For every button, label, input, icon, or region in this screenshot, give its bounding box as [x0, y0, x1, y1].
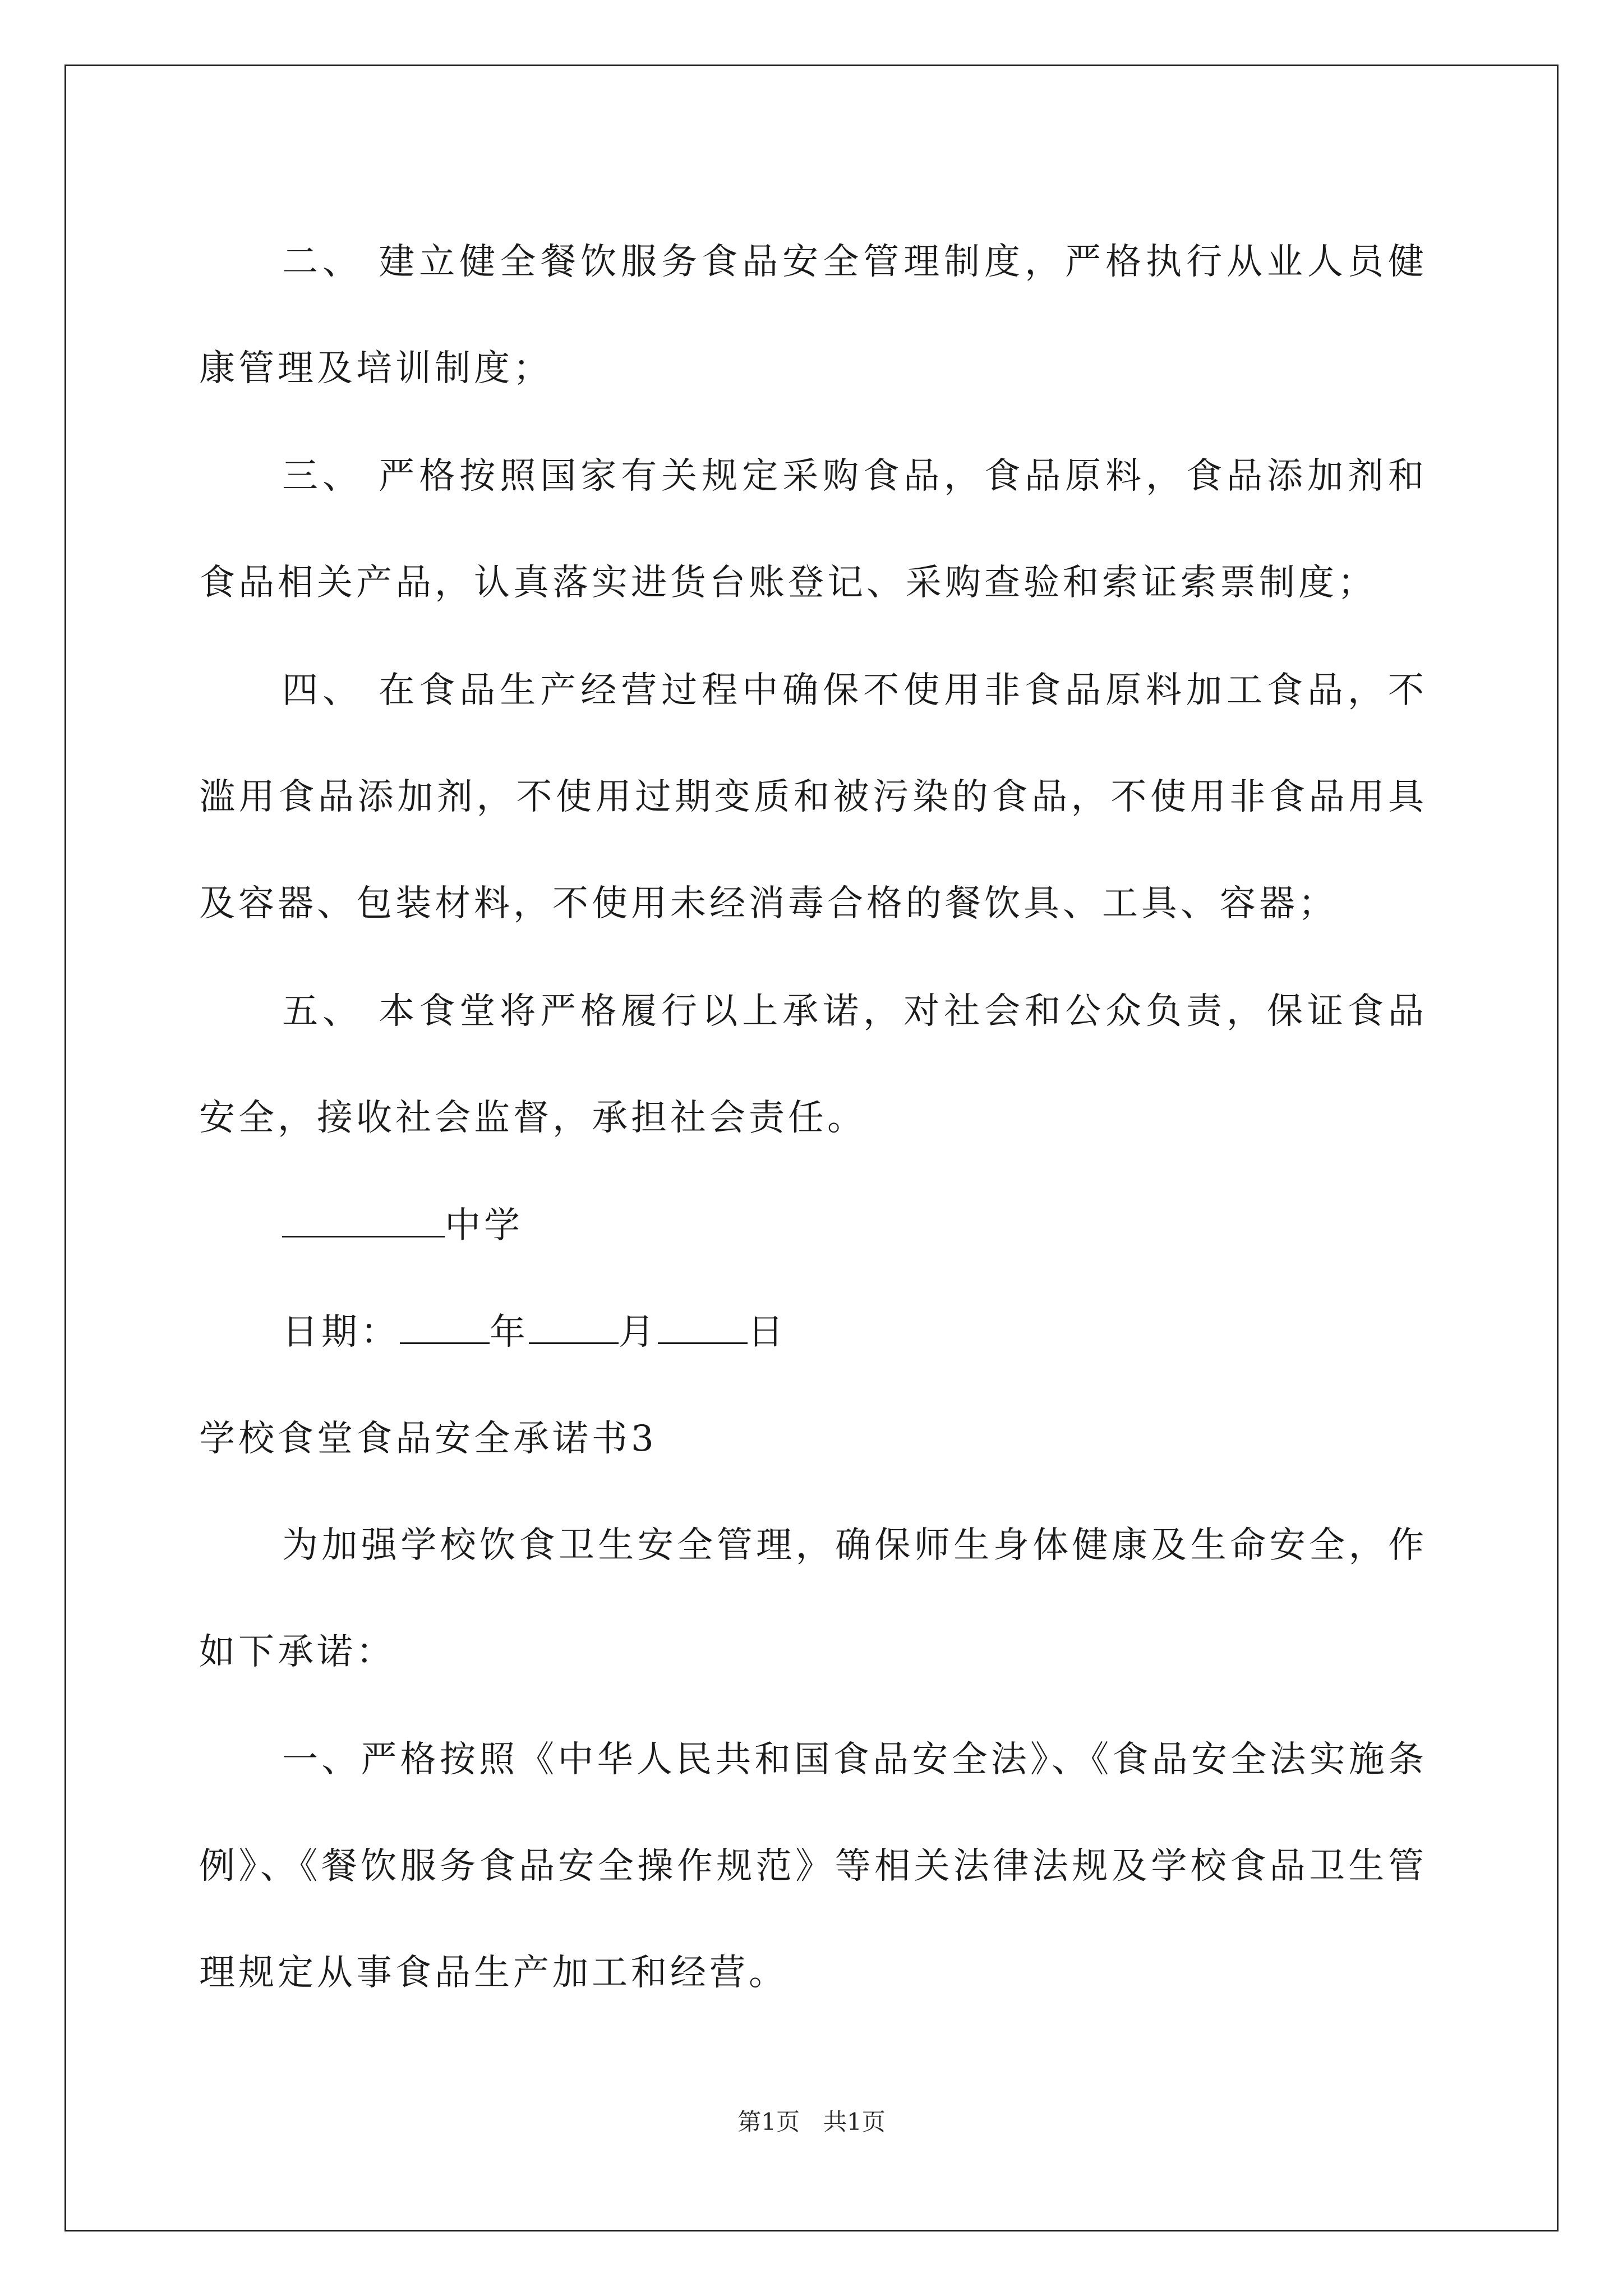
- paragraph-item-3: 三、 严格按照国家有关规定采购食品，食品原料，食品添加剂和食品相关产品，认真落实进货台账登记、采购查验和索证索票制度；: [199, 455, 1427, 604]
- month-blank: [529, 1311, 619, 1344]
- day-label: 日: [748, 1312, 787, 1353]
- date-label: 日期：: [282, 1312, 400, 1353]
- school-suffix: 中学: [445, 1205, 523, 1246]
- paragraph-item-4: 四、 在食品生产经营过程中确保不使用非食品原料加工食品，不滥用食品添加剂，不使用过期变质和被污染的食品，不使用非食品用具及容器、包装材料，不使用未经消毒合格的餐饮具、工具、容器；: [199, 670, 1427, 924]
- intro-paragraph: 为加强学校饮食卫生安全管理，确保师生身体健康及生命安全，作如下承诺：: [199, 1525, 1427, 1673]
- paragraph-item-5: 五、 本食堂将严格履行以上承诺，对社会和公众负责，保证食品安全，接收社会监督，承担社会责任。: [199, 991, 1427, 1139]
- paragraph-item-2: 二、 建立健全餐饮服务食品安全管理制度，严格执行从业人员健康管理及培训制度；: [199, 241, 1427, 389]
- paragraph-item-1-law: 一、严格按照《中华人民共和国食品安全法》、《食品安全法实施条例》、《餐饮服务食品安全操作规范》等相关法律法规及学校食品卫生管理规定从事食品生产加工和经营。: [199, 1739, 1427, 1994]
- year-label: 年: [490, 1312, 529, 1353]
- year-blank: [400, 1311, 490, 1344]
- school-name-blank: [282, 1204, 445, 1237]
- month-label: 月: [619, 1312, 658, 1353]
- signature-school-line: [199, 1172, 1427, 1279]
- document-body: [199, 209, 1427, 2026]
- section-title: 学校食堂食品安全承诺书3: [199, 1418, 657, 1460]
- signature-date-line: [199, 1279, 1427, 1386]
- page-footer: 第1页 共1页: [737, 2108, 886, 2136]
- day-blank: [658, 1311, 748, 1344]
